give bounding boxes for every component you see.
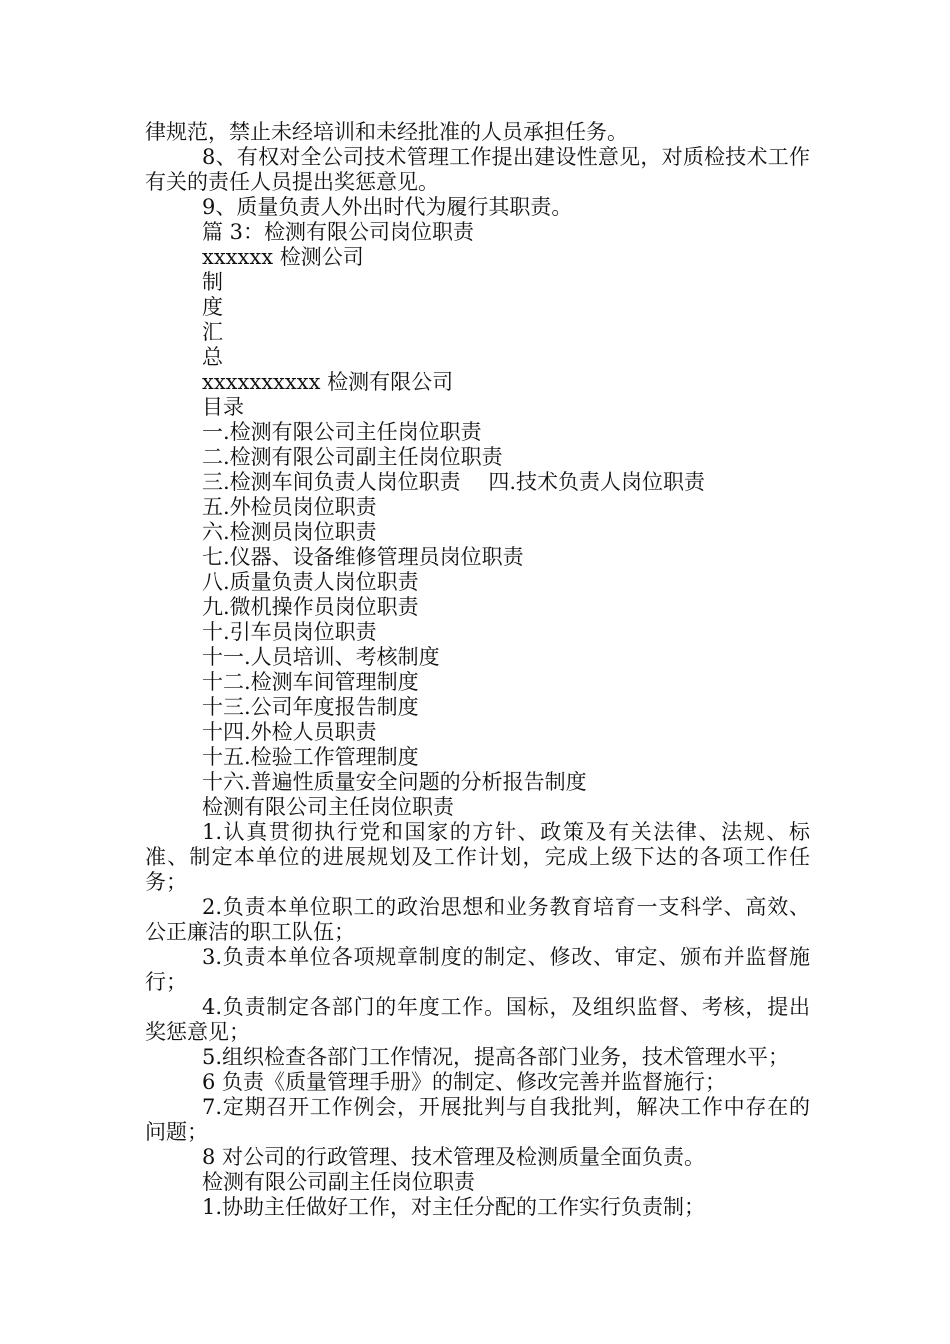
paragraph: xxxxxx 检测公司 (202, 245, 364, 269)
paragraph: 十一.人员培训、考核制度 (202, 645, 440, 669)
paragraph: 七.仪器、设备维修管理员岗位职责 (202, 545, 524, 569)
paragraph: 律规范，禁止未经培训和未经批准的人员承担任务。 (145, 120, 628, 144)
paragraph: 检测有限公司主任岗位职责 (202, 795, 454, 819)
paragraph: 十.引车员岗位职责 (202, 620, 377, 644)
paragraph: 8、有权对全公司技术管理工作提出建设性意见，对质检技术工作有关的责任人员提出奖惩意见。 (145, 145, 810, 194)
paragraph: 6 负责《质量管理手册》的制定、修改完善并监督施行； (202, 1070, 727, 1094)
paragraph: 制 (202, 270, 223, 294)
paragraph: 4.负责制定各部门的年度工作。国标，及组织监督、考核，提出奖惩意见； (145, 995, 810, 1044)
paragraph: 五.外检员岗位职责 (202, 495, 377, 519)
document-body (145, 120, 810, 1220)
paragraph: 十五.检验工作管理制度 (202, 745, 419, 769)
paragraph: 六.检测员岗位职责 (202, 520, 377, 544)
paragraph: 7.定期召开工作例会，开展批判与自我批判，解决工作中存在的问题； (145, 1095, 810, 1144)
paragraph: 九.微机操作员岗位职责 (202, 595, 419, 619)
paragraph: 十三.公司年度报告制度 (202, 695, 419, 719)
paragraph: 十四.外检人员职责 (202, 720, 377, 744)
paragraph: 检测有限公司副主任岗位职责 (202, 1170, 475, 1194)
paragraph: 1.协助主任做好工作，对主任分配的工作实行负责制； (202, 1195, 706, 1219)
paragraph: 2.负责本单位职工的政治思想和业务教育培育一支科学、高效、公正廉洁的职工队伍； (145, 895, 810, 944)
paragraph: 5.组织检查各部门工作情况，提高各部门业务，技术管理水平； (202, 1045, 790, 1069)
paragraph: 总 (202, 345, 223, 369)
paragraph: 9、质量负责人外出时代为履行其职责。 (202, 195, 573, 219)
paragraph: 三.检测车间负责人岗位职责 四.技术负责人岗位职责 (202, 470, 706, 494)
paragraph: 度 (202, 295, 223, 319)
paragraph: 十二.检测车间管理制度 (202, 670, 419, 694)
paragraph: 八.质量负责人岗位职责 (202, 570, 419, 594)
paragraph: 3.负责本单位各项规章制度的制定、修改、审定、颁布并监督施行； (145, 945, 810, 994)
paragraph: 二.检测有限公司副主任岗位职责 (202, 445, 503, 469)
paragraph: 目录 (202, 395, 244, 419)
paragraph: 1.认真贯彻执行党和国家的方针、政策及有关法律、法规、标准、制定本单位的进展规划及工作计划，完成上级下达的各项工作任务； (145, 820, 810, 894)
paragraph: 篇 3：检测有限公司岗位职责 (202, 220, 475, 244)
paragraph: 汇 (202, 320, 223, 344)
paragraph: 8 对公司的行政管理、技术管理及检测质量全面负责。 (202, 1145, 706, 1169)
paragraph: 十六.普遍性质量安全问题的分析报告制度 (202, 770, 587, 794)
paragraph: xxxxxxxxxx 检测有限公司 (202, 370, 454, 394)
paragraph: 一.检测有限公司主任岗位职责 (202, 420, 482, 444)
